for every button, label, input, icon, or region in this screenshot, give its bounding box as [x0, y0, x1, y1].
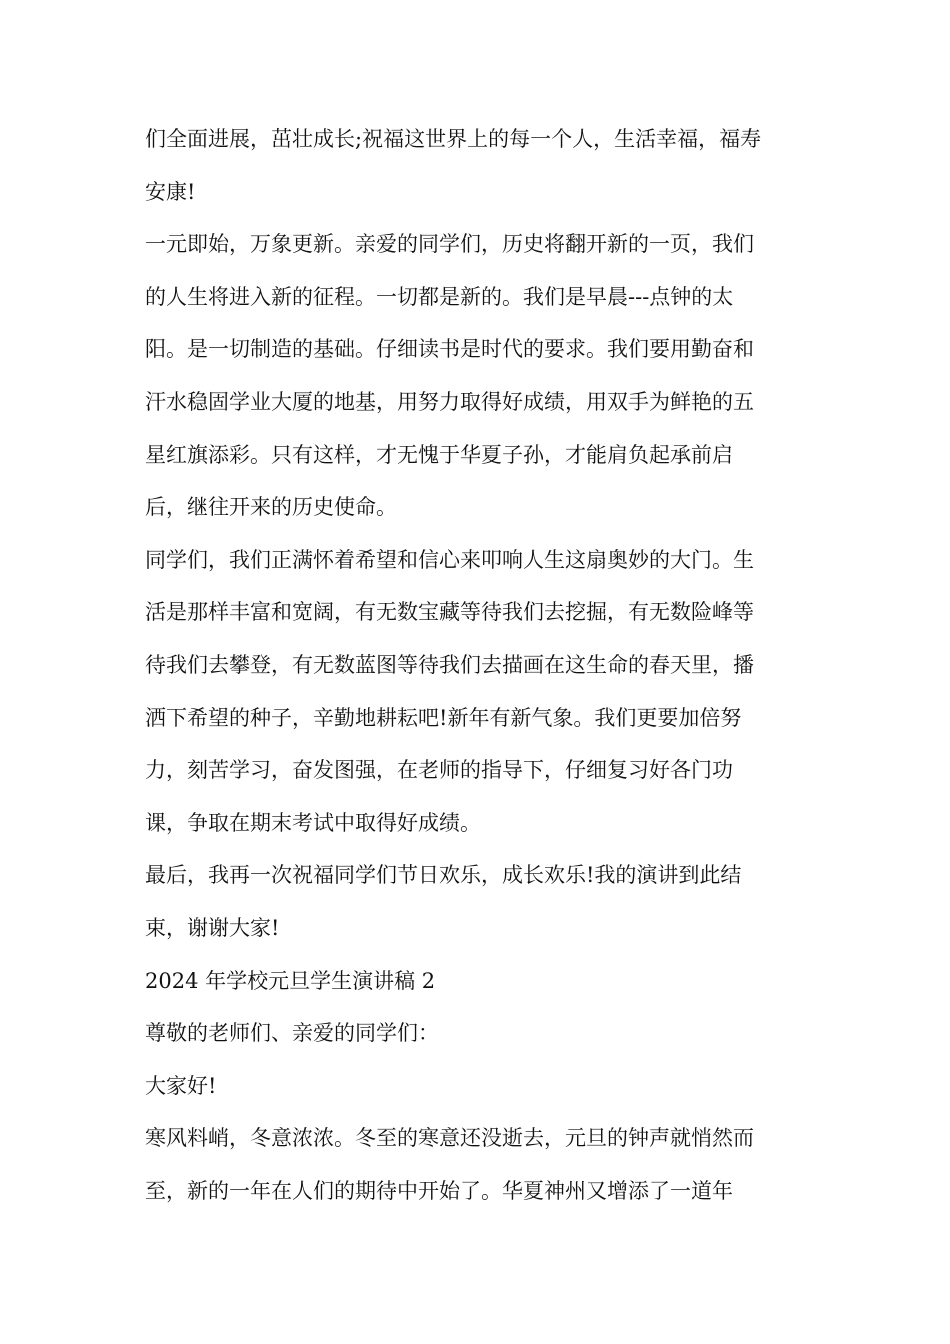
text-line: 星红旗添彩。只有这样，才无愧于华夏子孙，才能肩负起承前启 — [145, 442, 733, 467]
text-line: 一元即始，万象更新。亲爱的同学们，历史将翻开新的一页，我们 — [145, 232, 754, 257]
text-line: 寒风料峭，冬意浓浓。冬至的寒意还没逝去，元旦的钟声就悄然而 — [145, 1126, 754, 1151]
text-line: 至，新的一年在人们的期待中开始了。华夏神州又增添了一道年 — [145, 1178, 733, 1203]
text-line: 待我们去攀登，有无数蓝图等待我们去描画在这生命的春天里，播 — [145, 652, 754, 677]
text-line: 汗水稳固学业大厦的地基，用努力取得好成绩，用双手为鲜艳的五 — [145, 389, 754, 414]
text-line: 安康! — [145, 179, 196, 204]
text-line: 洒下希望的种子，辛勤地耕耘吧!新年有新气象。我们更要加倍努 — [145, 705, 742, 730]
text-line: 束，谢谢大家! — [145, 915, 280, 940]
text-line: 课，争取在期末考试中取得好成绩。 — [145, 810, 481, 835]
text-line: 同学们，我们正满怀着希望和信心来叩响人生这扇奥妙的大门。生 — [145, 547, 754, 572]
salutation: 尊敬的老师们、亲爱的同学们： — [145, 1021, 439, 1046]
text-line: 们全面进展，茁壮成长;祝福这世界上的每一个人，生活幸福，福寿 — [145, 127, 762, 151]
text-line: 最后，我再一次祝福同学们节日欢乐，成长欢乐!我的演讲到此结 — [145, 863, 742, 888]
text-line: 活是那样丰富和宽阔，有无数宝藏等待我们去挖掘，有无数险峰等 — [145, 600, 754, 625]
greeting: 大家好! — [145, 1073, 217, 1098]
document-body — [145, 113, 805, 1217]
text-line: 力，刻苦学习，奋发图强，在老师的指导下，仔细复习好各门功 — [145, 758, 733, 783]
text-line: 后，继往开来的历史使命。 — [145, 495, 397, 520]
text-line: 的人生将进入新的征程。一切都是新的。我们是早晨---点钟的太 — [145, 284, 734, 309]
text-line: 阳。是一切制造的基础。仔细读书是时代的要求。我们要用勤奋和 — [145, 337, 754, 362]
section-heading: 2024 年学校元旦学生演讲稿 2 — [145, 968, 436, 993]
